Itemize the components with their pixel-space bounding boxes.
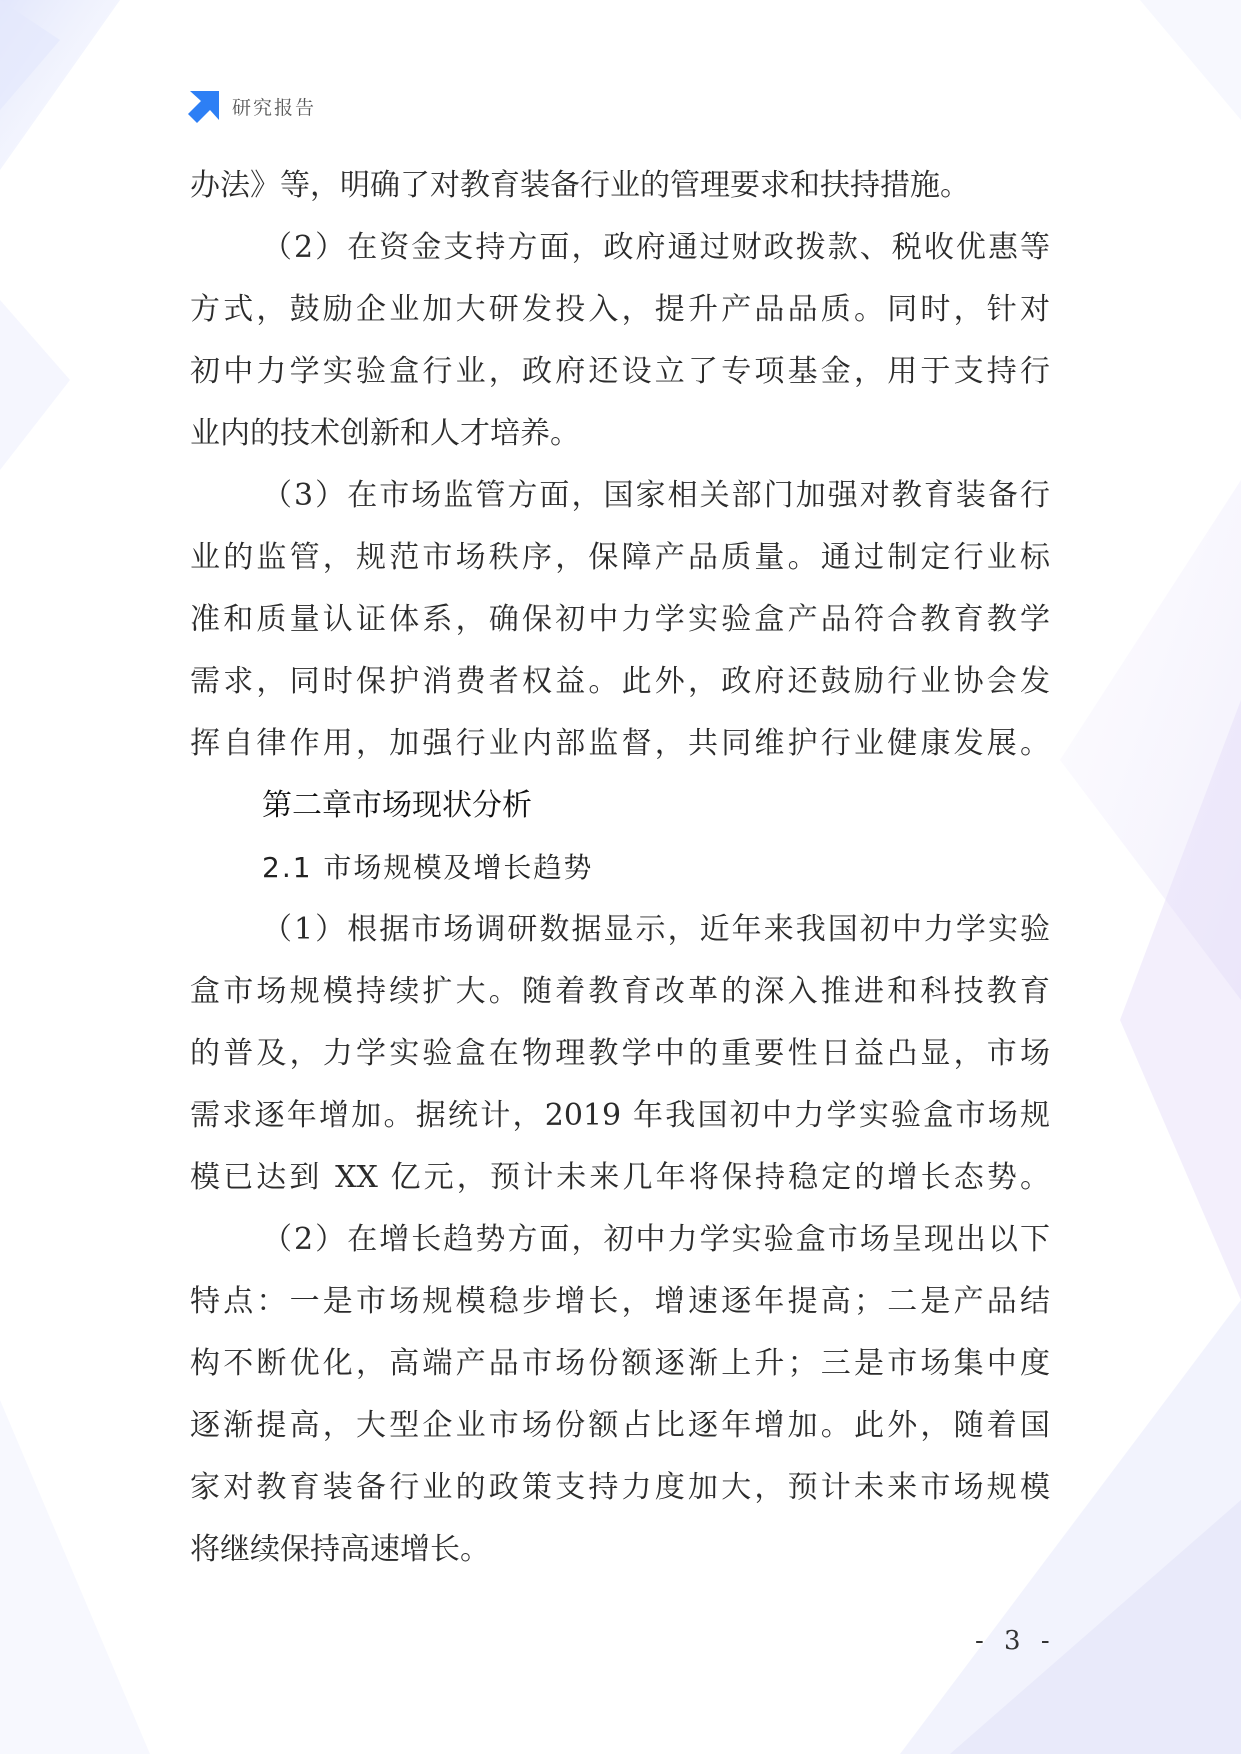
paragraph-line: （3）在市场监管方面，国家相关部门加强对教育装备行 xyxy=(262,478,1050,513)
chapter-heading: 第二章市场现状分析 xyxy=(262,788,532,823)
paragraph-line: （2）在资金支持方面，政府通过财政拨款、税收优惠等 xyxy=(262,230,1050,265)
paragraph-line: 模已达到 XX 亿元，预计未来几年将保持稳定的增长态势。 xyxy=(190,1160,1050,1195)
paragraph-line: 需求逐年增加。据统计，2019 年我国初中力学实验盒市场规 xyxy=(190,1098,1050,1133)
paragraph-line: 逐渐提高，大型企业市场份额占比逐年增加。此外，随着国 xyxy=(190,1408,1050,1443)
paragraph-line: 构不断优化，高端产品市场份额逐渐上升；三是市场集中度 xyxy=(190,1346,1050,1381)
paragraph-line: 家对教育装备行业的政策支持力度加大，预计未来市场规模 xyxy=(190,1470,1050,1505)
paragraph-line: 准和质量认证体系，确保初中力学实验盒产品符合教育教学 xyxy=(190,602,1050,637)
paragraph-line: 方式，鼓励企业加大研发投入，提升产品品质。同时，针对 xyxy=(190,292,1050,327)
section-heading: 2.1 市场规模及增长趋势 xyxy=(262,851,594,884)
header-title: 研究报告 xyxy=(232,96,317,119)
arrow-up-right-icon xyxy=(186,88,222,124)
paragraph-line: 初中力学实验盒行业，政府还设立了专项基金，用于支持行 xyxy=(190,354,1050,389)
paragraph-line: （2）在增长趋势方面，初中力学实验盒市场呈现出以下 xyxy=(262,1222,1050,1257)
document-body xyxy=(190,155,1050,1581)
paragraph-line: 办法》等，明确了对教育装备行业的管理要求和扶持措施。 xyxy=(190,168,970,203)
report-header xyxy=(186,88,316,124)
page-number: - 3 - xyxy=(975,1626,1056,1656)
paragraph-line: 盒市场规模持续扩大。随着教育改革的深入推进和科技教育 xyxy=(190,974,1050,1009)
paragraph-line: 需求，同时保护消费者权益。此外，政府还鼓励行业协会发 xyxy=(190,664,1050,699)
paragraph-line: 特点：一是市场规模稳步增长，增速逐年提高；二是产品结 xyxy=(190,1284,1050,1319)
paragraph-line: 业的监管，规范市场秩序，保障产品质量。通过制定行业标 xyxy=(190,540,1050,575)
paragraph-line: 将继续保持高速增长。 xyxy=(190,1532,490,1567)
paragraph-line: 挥自律作用，加强行业内部监督，共同维护行业健康发展。 xyxy=(190,726,1050,761)
paragraph-line: （1）根据市场调研数据显示，近年来我国初中力学实验 xyxy=(262,912,1050,947)
paragraph-line: 的普及，力学实验盒在物理教学中的重要性日益凸显，市场 xyxy=(190,1036,1050,1071)
paragraph-line: 业内的技术创新和人才培养。 xyxy=(190,416,580,451)
